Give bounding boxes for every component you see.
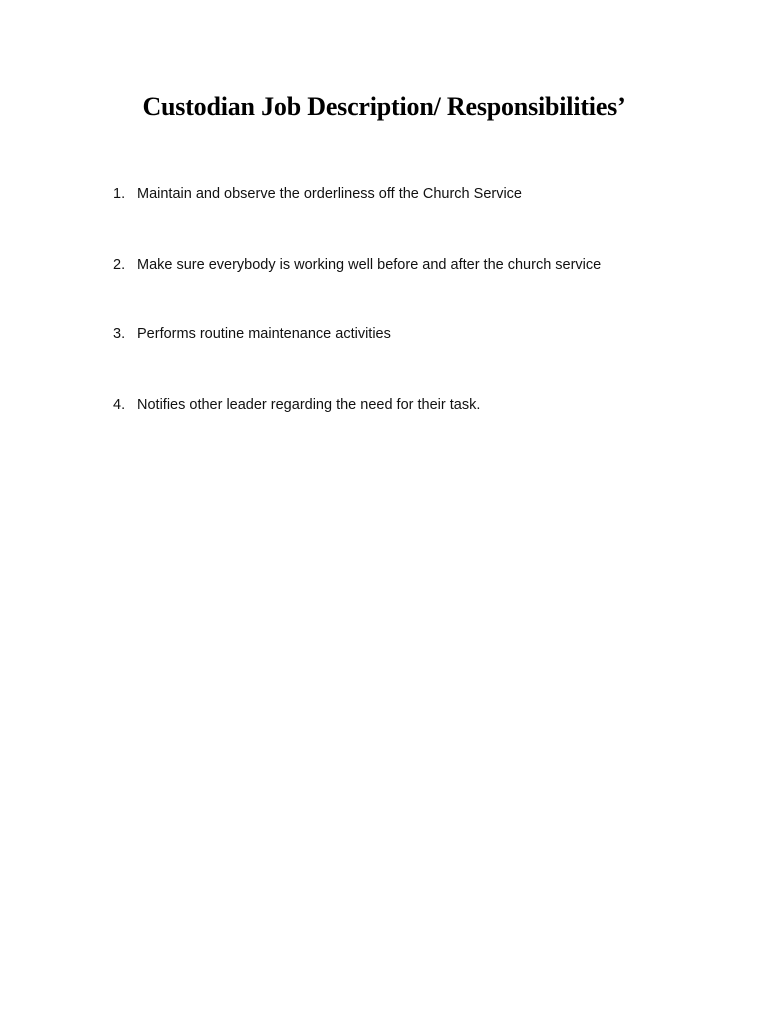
list-item-number: 4. [113,397,126,413]
list-item-text: Make sure everybody is working well before and after the church service [137,257,602,273]
list-item-text: Notifies other leader regarding the need for their task. [137,397,481,413]
list-item-number: 2. [113,257,126,273]
list-item-text: Performs routine maintenance activities [137,326,391,342]
document-title: Custodian Job Description/ Responsibilities’ [142,92,626,121]
list-item [113,326,391,342]
list-item-text: Maintain and observe the orderliness off the Church Service [137,186,523,202]
list-item-number: 3. [113,326,126,342]
list-item [113,257,601,273]
list-item-number: 1. [113,186,126,202]
list-item [113,186,522,202]
list-item [113,397,480,413]
